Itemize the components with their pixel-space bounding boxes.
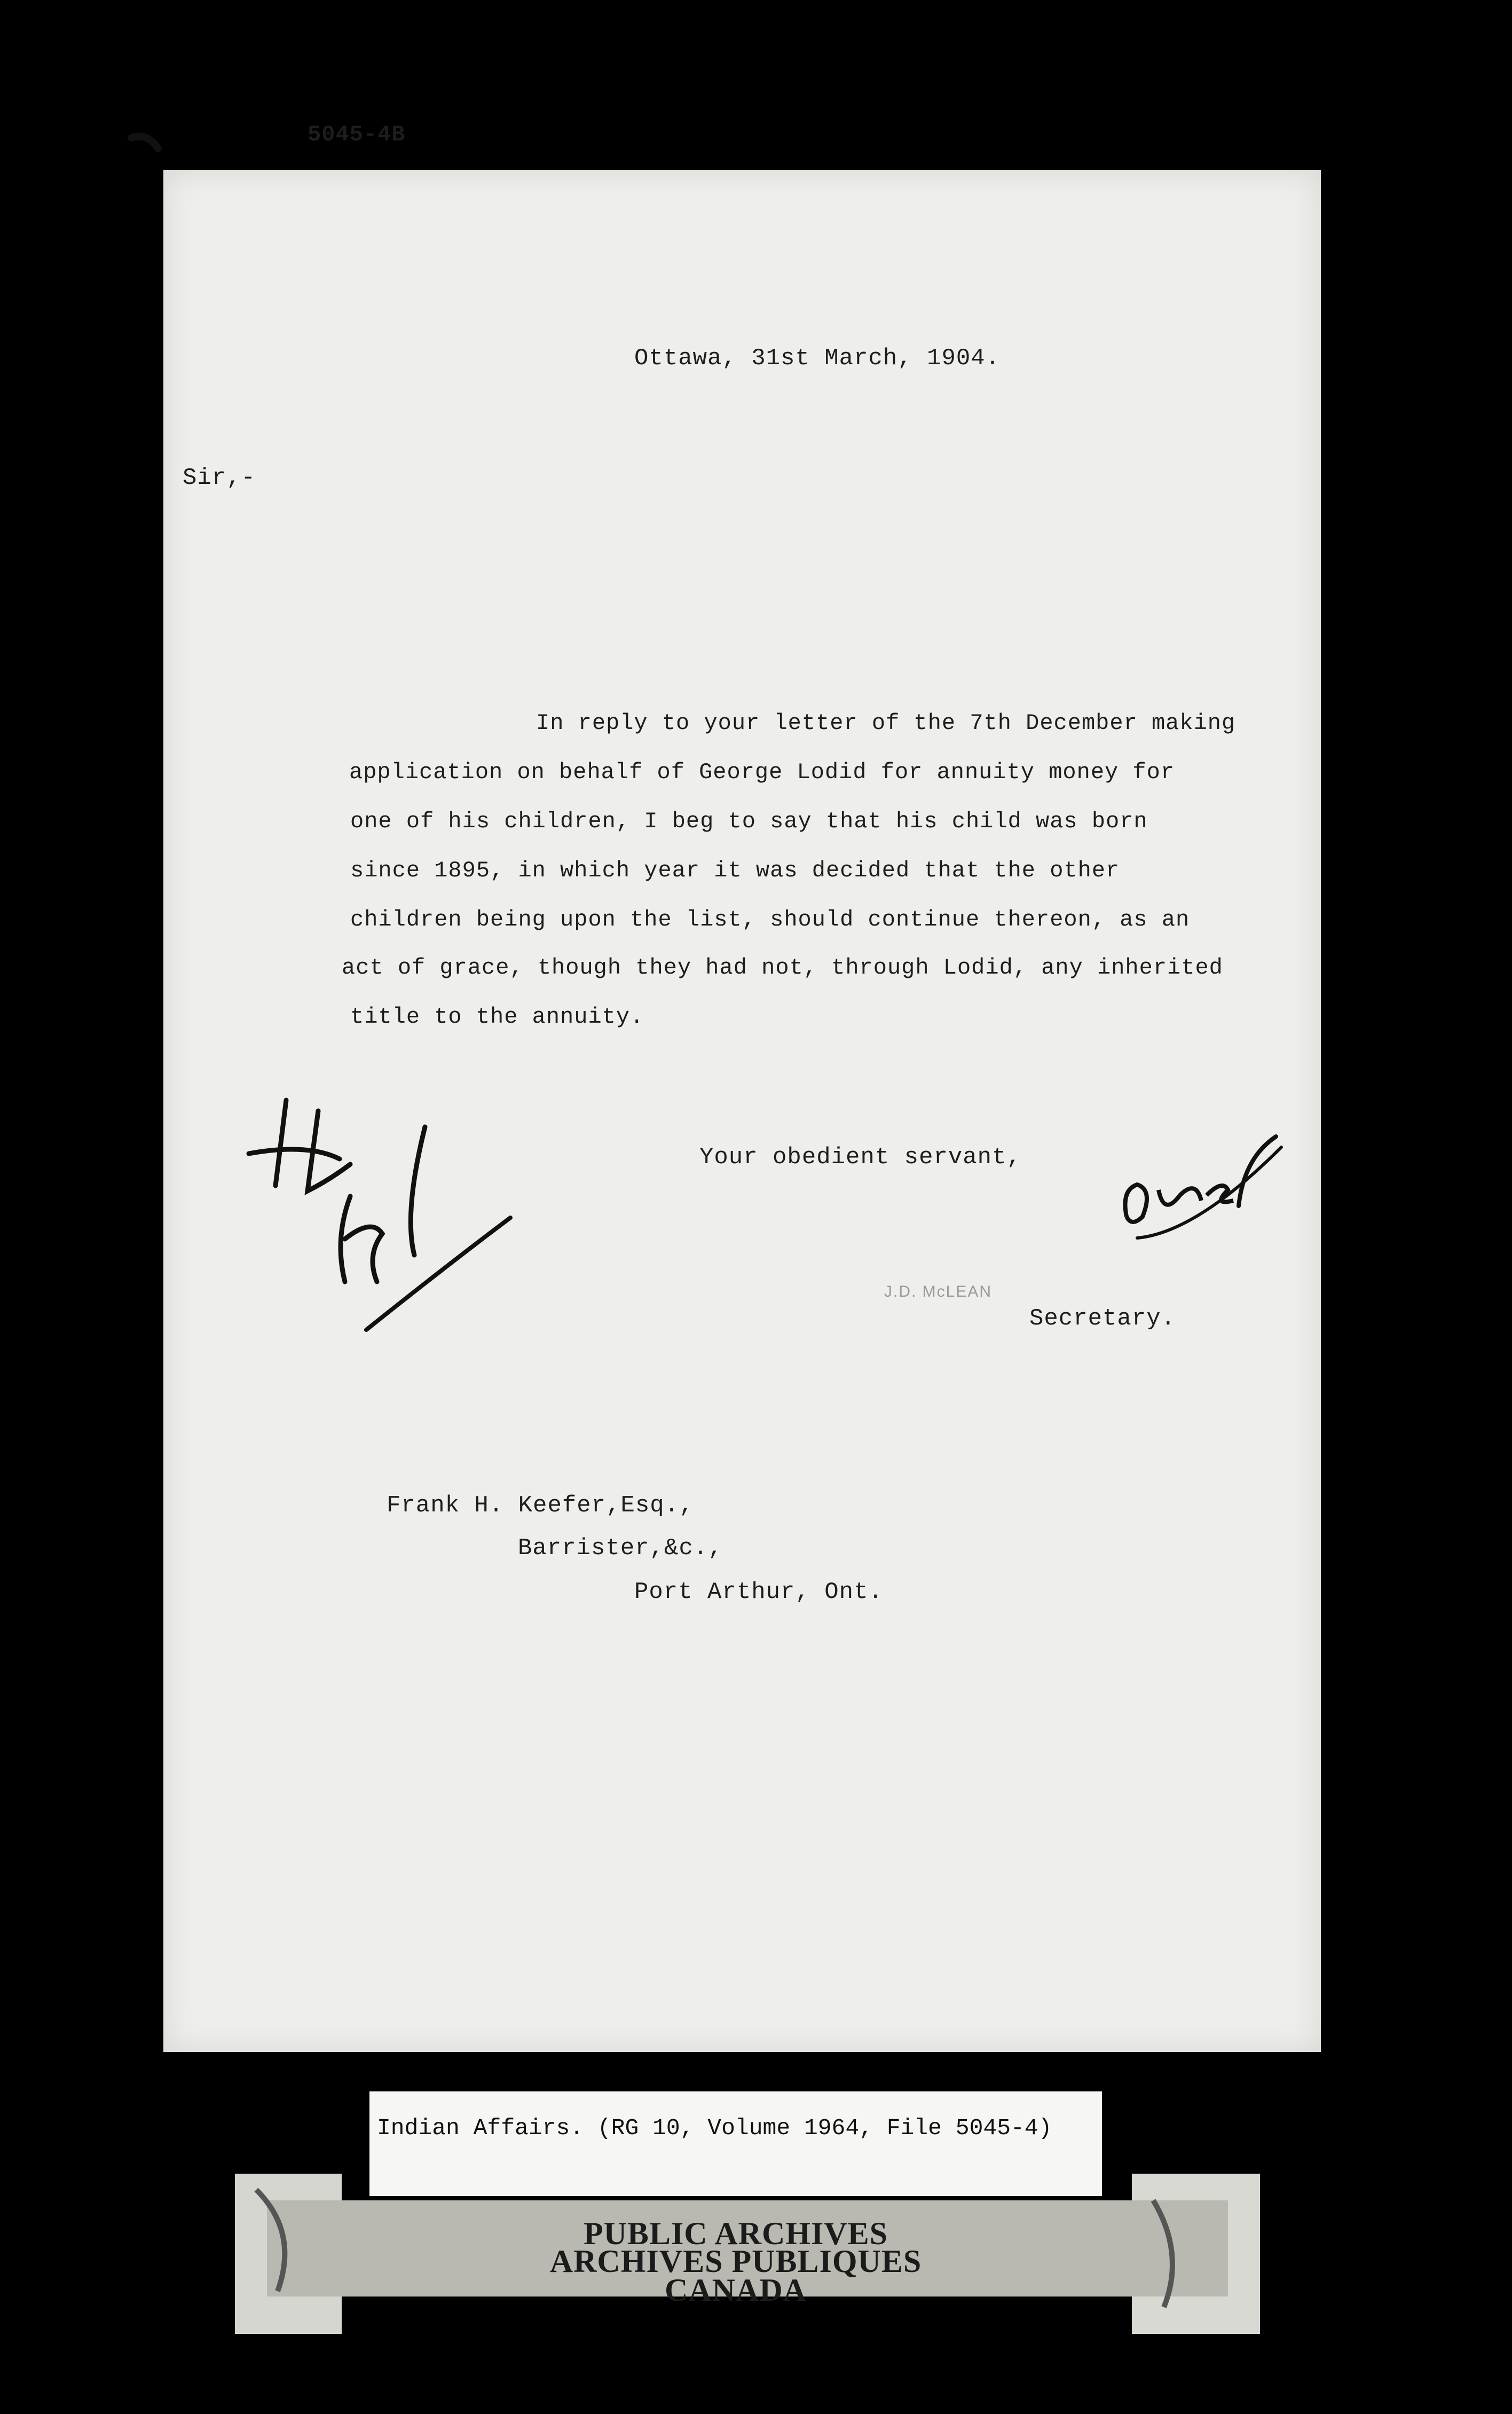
tick-mark xyxy=(126,127,169,159)
faded-stamp: J.D. McLEAN xyxy=(884,1283,993,1300)
handwritten-initials xyxy=(243,1079,521,1357)
file-number: 5045-4B xyxy=(308,122,406,147)
salutation: Sir,- xyxy=(183,465,256,491)
addressee-location: Port Arthur, Ont. xyxy=(634,1579,883,1605)
archive-stamp-line: PUBLIC ARCHIVES xyxy=(583,2216,888,2251)
body-line: act of grace, though they had not, through Lodid, any inherited xyxy=(342,955,1223,981)
handwritten-over xyxy=(1116,1126,1287,1265)
signature-title: Secretary. xyxy=(1029,1305,1176,1332)
body-line: one of his children, I beg to say that his child was born xyxy=(350,809,1148,834)
archive-stamp-line: CANADA xyxy=(665,2272,807,2308)
archive-stamp-line: ARCHIVES PUBLIQUES xyxy=(549,2244,922,2279)
dateline: Ottawa, 31st March, 1904. xyxy=(634,345,1001,372)
body-line: since 1895, in which year it was decided that the other xyxy=(350,858,1120,883)
archive-reference: Indian Affairs. (RG 10, Volume 1964, File 5045-4) xyxy=(377,2115,1052,2141)
addressee-name: Frank H. Keefer,Esq., xyxy=(387,1492,694,1519)
body-line: children being upon the list, should continue thereon, as an xyxy=(350,907,1190,932)
body-line: application on behalf of George Lodid for annuity money for xyxy=(349,759,1175,785)
addressee-profession: Barrister,&c., xyxy=(518,1535,723,1562)
archive-label-card xyxy=(369,2091,1102,2196)
body-line: In reply to your letter of the 7th December making xyxy=(536,710,1236,736)
closing: Your obedient servant, xyxy=(699,1144,1021,1171)
body-line: title to the annuity. xyxy=(350,1004,644,1030)
